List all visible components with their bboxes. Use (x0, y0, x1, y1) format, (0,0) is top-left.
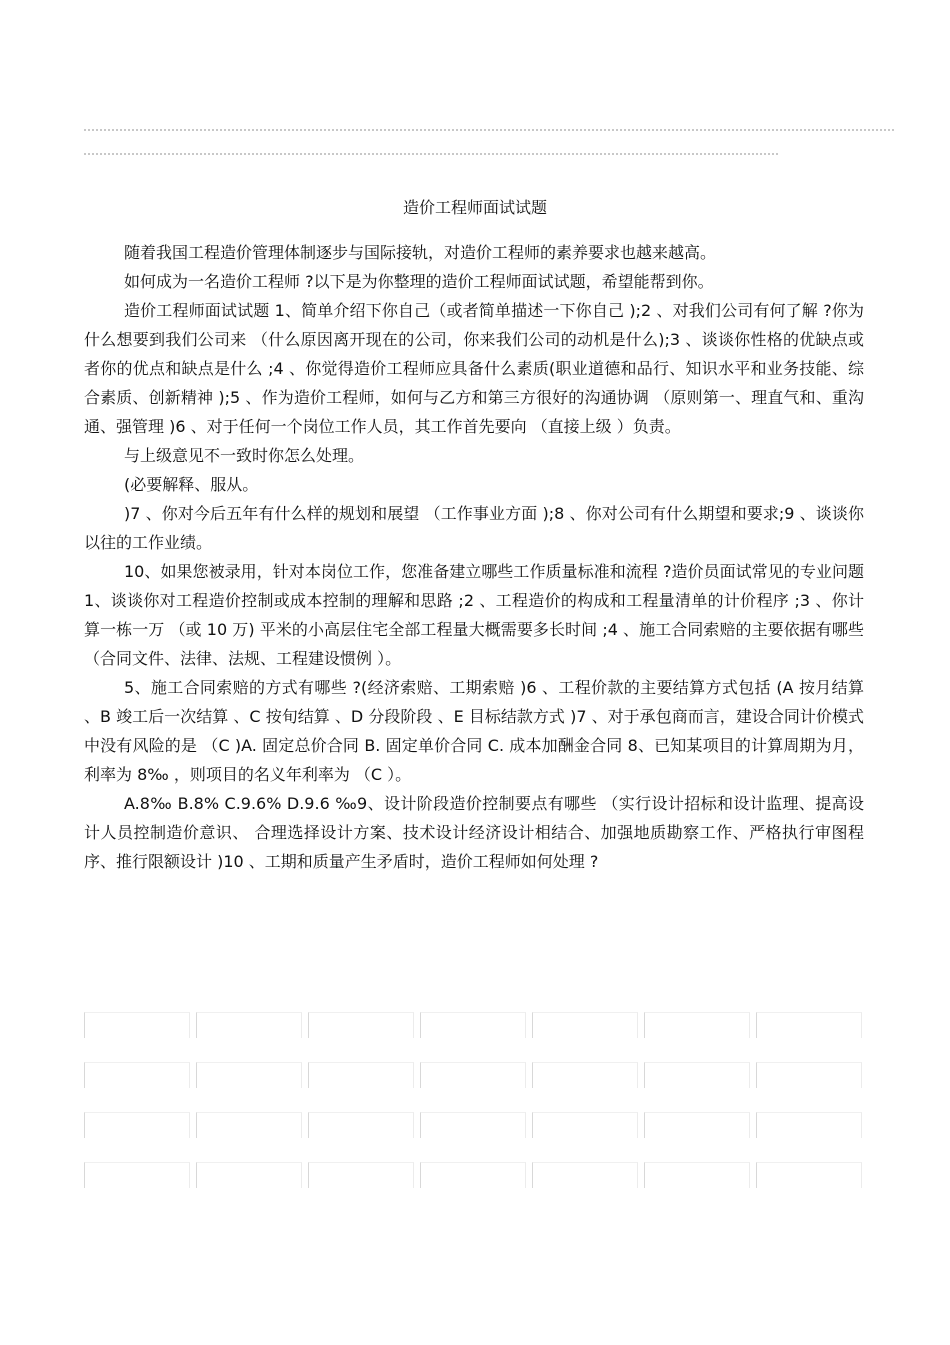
paragraph: 与上级意见不一致时你怎么处理。 (124, 446, 365, 465)
empty-table-grid (84, 1012, 864, 1188)
table-cell (756, 1162, 862, 1188)
table-cell (644, 1162, 750, 1188)
paragraph: 随着我国工程造价管理体制逐步与国际接轨，对造价工程师的素养要求也越来越高。 (124, 243, 717, 262)
table-cell (308, 1112, 414, 1138)
table-cell (84, 1062, 190, 1088)
table-cell (84, 1112, 190, 1138)
paragraph: 10、如果您被录用，针对本岗位工作，您准备建立哪些工作质量标准和流程 ?造价员面试常见的专业问题 1、谈谈你对工程造价控制或成本控制的理解和思路 ;2 、工程造价的构成和工程量清单的计价程序 ;3 、你计算一栋一万 （或 10 万) 平米的小高层住宅全部工程量大概需要多长时间 ;4 、施工合同索赔的主要依据有哪些 （合同文件、法律、法规、工程建设惯例 ）。 (84, 562, 864, 668)
table-cell (308, 1012, 414, 1038)
paragraph: 如何成为一名造价工程师 ?以下是为你整理的造价工程师面试试题，希望能帮到你。 (124, 272, 714, 291)
paragraph: )7 、你对今后五年有什么样的规划和展望 （工作事业方面 );8 、你对公司有什么期望和要求;9 、谈谈你以往的工作业绩。 (84, 504, 864, 552)
table-cell (532, 1162, 638, 1188)
table-cell (532, 1112, 638, 1138)
paragraph: 5、施工合同索赔的方式有哪些 ?(经济索赔、工期索赔 )6 、工程价款的主要结算方式包括 (A 按月结算 、B 竣工后一次结算 、C 按旬结算 、D 分段阶段 、E 目标结款方式 )7 、对于承包商而言，建设合同计价模式中没有风险的是 （C )A. 固定总价合同 B. 固定单价合同 C. 成本加酬金合同 8、已知某项目的计算周期为月，利率为 8‰ ，则项目的名义年利率为 （C ）。 (84, 678, 864, 784)
paragraph: (必要解释、服从。 (124, 475, 259, 494)
table-cell (196, 1062, 302, 1088)
table-cell (308, 1162, 414, 1188)
table-cell (532, 1012, 638, 1038)
table-cell (644, 1112, 750, 1138)
table-cell (196, 1012, 302, 1038)
table-cell (644, 1012, 750, 1038)
table-cell (196, 1112, 302, 1138)
paragraph: A.8‰ B.8% C.9.6% D.9.6 ‰9、设计阶段造价控制要点有哪些 （实行设计招标和设计监理、提高设计人员控制造价意识、 合理选择设计方案、技术设计经济设计相结合、加强地质勘察工作、严格执行审图程序、推行限额设计 )10 、工期和质量产生矛盾时，造价工程师如何处理 ? (84, 794, 864, 871)
table-cell (644, 1062, 750, 1088)
header-dotted-line (84, 153, 778, 155)
table-cell (532, 1062, 638, 1088)
table-cell (756, 1012, 862, 1038)
header-dotted-line (84, 129, 894, 131)
document-title: 造价工程师面试试题 (402, 198, 547, 217)
paragraph: 造价工程师面试试题 1、简单介绍下你自己（或者简单描述一下你自己 );2 、对我们公司有何了解 ?你为什么想要到我们公司来 （什么原因离开现在的公司，你来我们公司的动机是什么);3 、谈谈你性格的优缺点或者你的优点和缺点是什么 ;4 、你觉得造价工程师应具备什么素质(职业道德和品行、知识水平和业务技能、综合素质、创新精神 );5 、作为造价工程师，如何与乙方和第三方很好的沟通协调 （原则第一、理直气和、重沟通、强管理 )6 、对于任何一个岗位工作人员，其工作首先要向 （直接上级 ）负责。 (84, 301, 864, 436)
table-cell (420, 1162, 526, 1188)
table-cell (420, 1062, 526, 1088)
table-cell (756, 1062, 862, 1088)
table-cell (308, 1062, 414, 1088)
table-cell (420, 1112, 526, 1138)
table-cell (84, 1162, 190, 1188)
table-cell (756, 1112, 862, 1138)
table-cell (196, 1162, 302, 1188)
document-body (84, 238, 864, 876)
table-cell (84, 1012, 190, 1038)
table-cell (420, 1012, 526, 1038)
